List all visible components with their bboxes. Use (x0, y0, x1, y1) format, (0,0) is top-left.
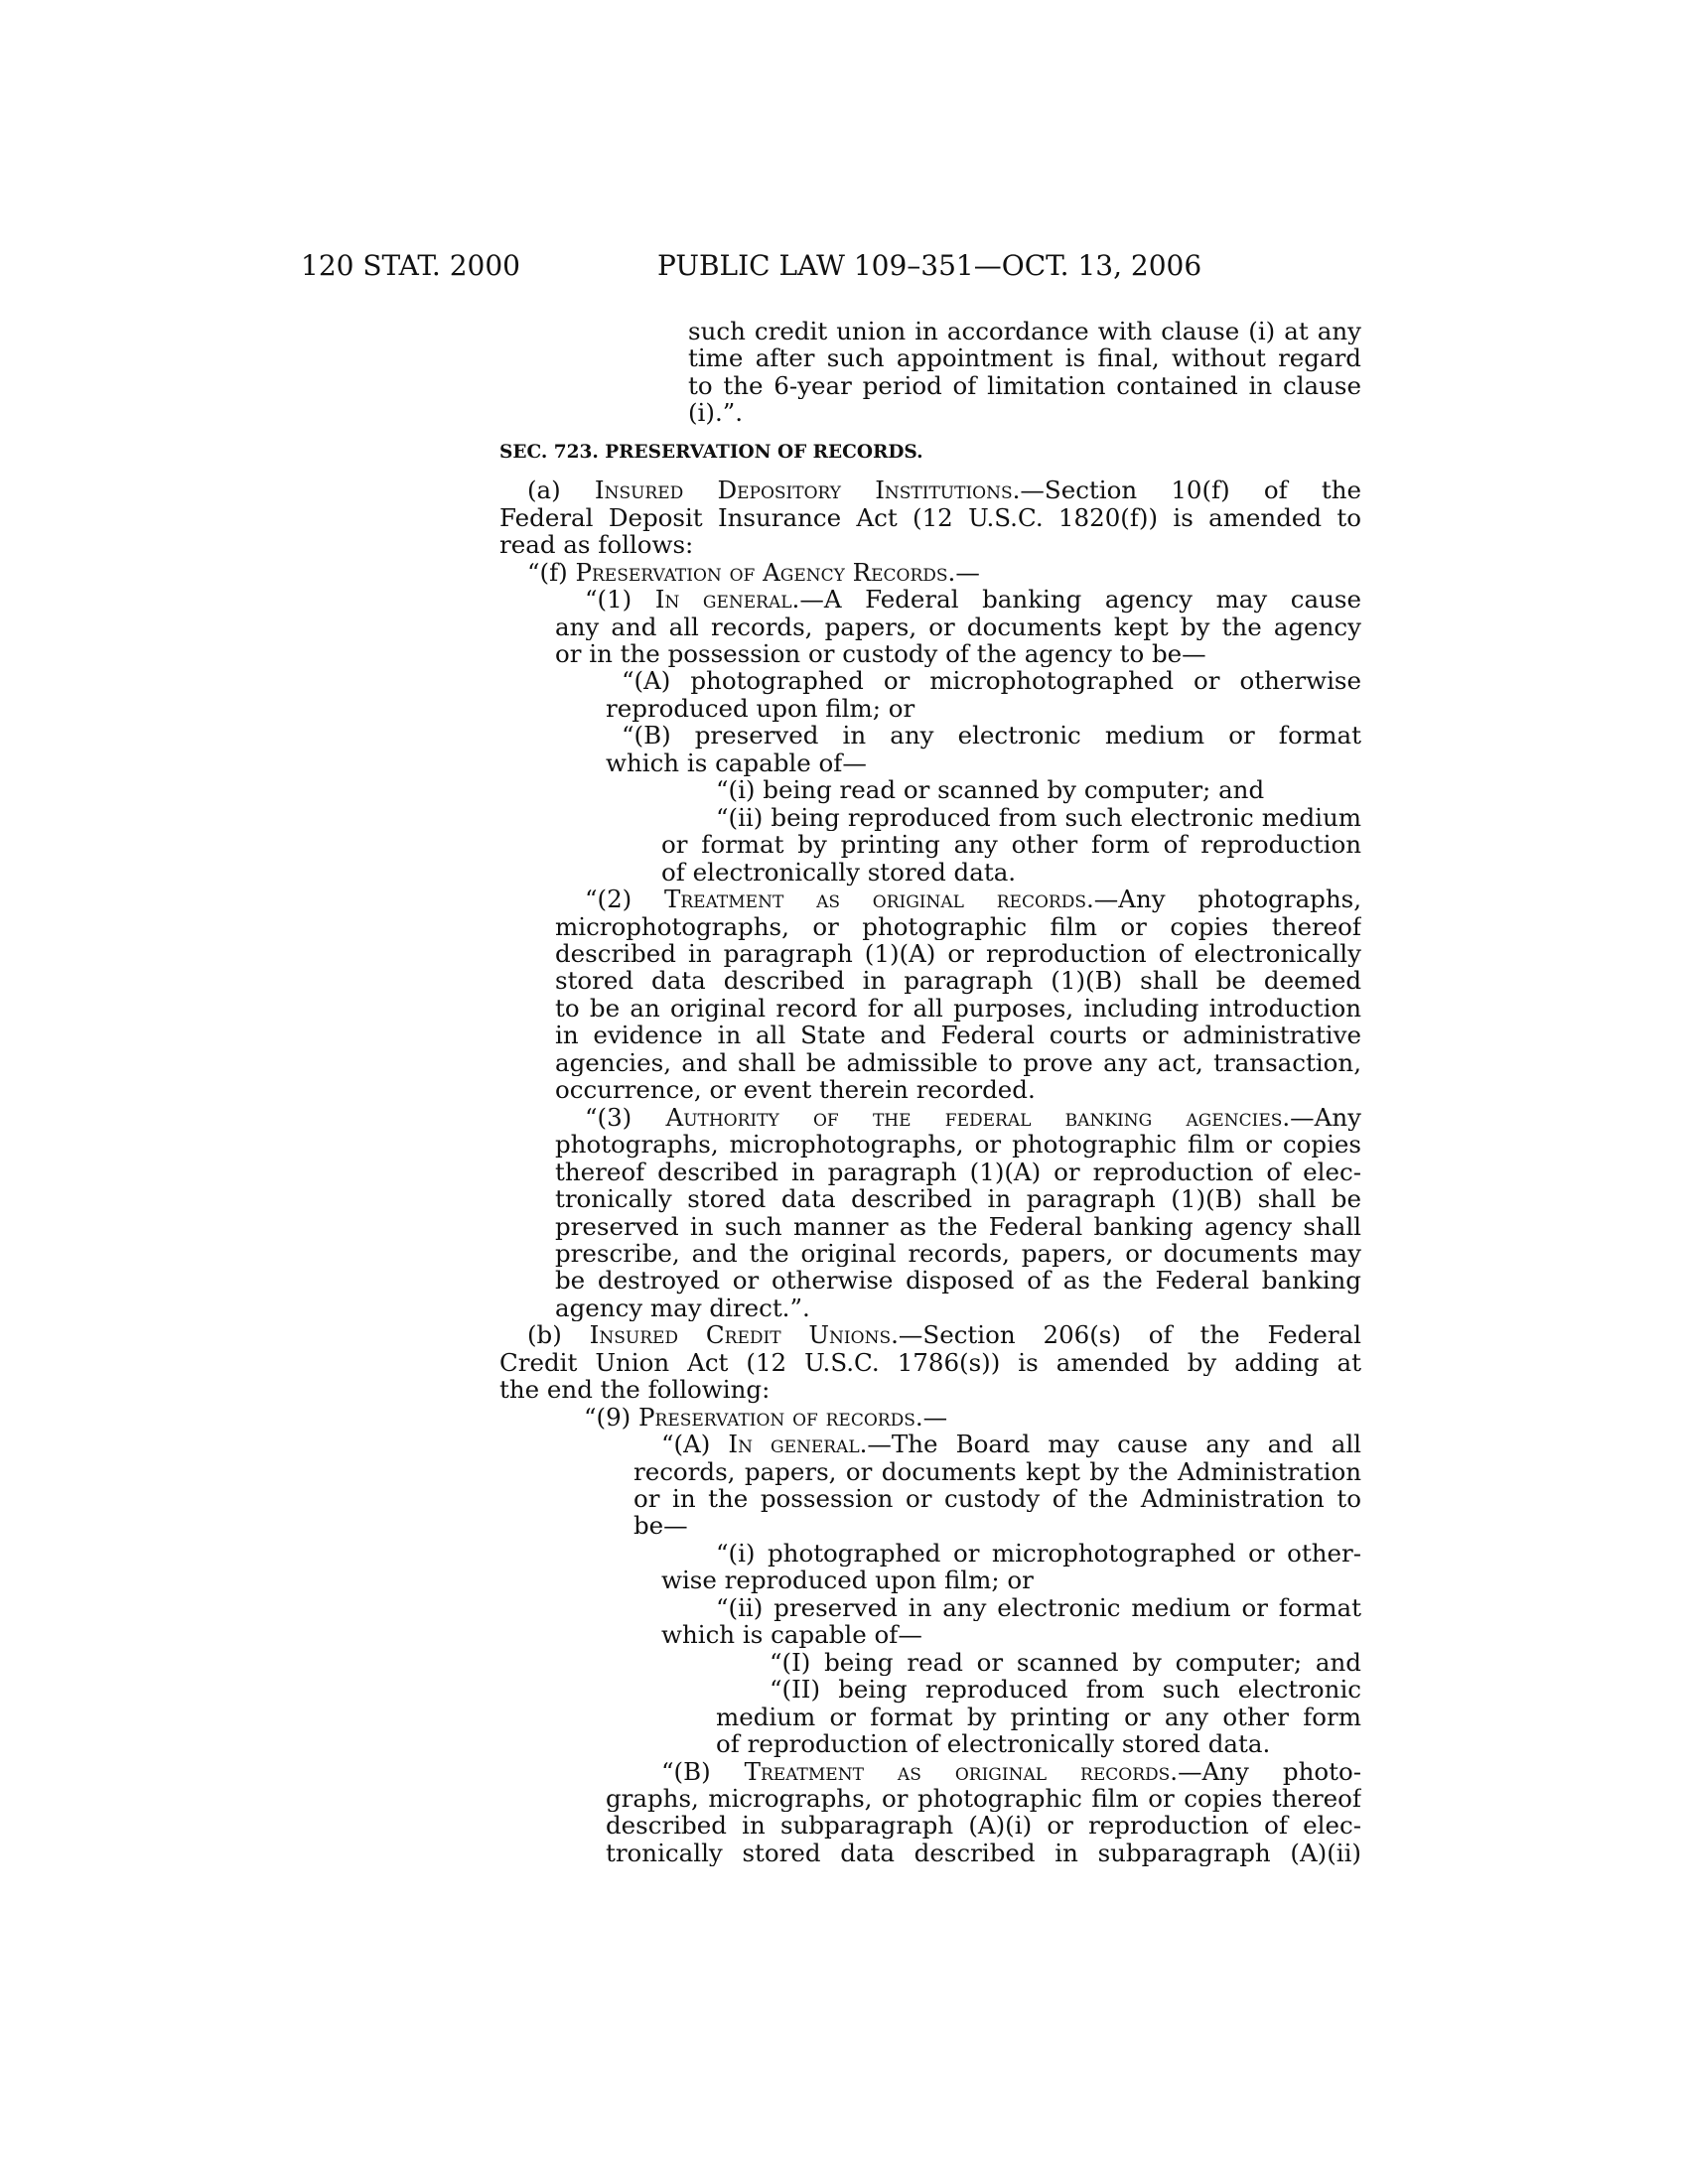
paragraph-caption: Preservation of Agency Records. (575, 558, 956, 587)
body-text (499, 318, 1361, 1866)
paragraph-caption: In general. (728, 1431, 868, 1458)
text-line: “(3) Authority of the federal banking agencies.—Any (585, 1103, 1361, 1132)
text-line: the end the following: (499, 1376, 771, 1404)
text-line: prescribe, and the original records, papers, or documents may (555, 1239, 1361, 1268)
text-line: any and all records, papers, or documents kept by the agency (555, 613, 1361, 640)
text-line: or format by printing any other form of reproduction (661, 831, 1361, 859)
text-line: time after such appointment is final, without regard (688, 344, 1361, 372)
text-line: records, papers, or documents kept by the Administration (633, 1457, 1361, 1486)
text-line: Federal Deposit Insurance Act (12 U.S.C. 1820(f)) is amended to (499, 503, 1361, 532)
text-line: “(A) photographed or microphotographed or otherwise (622, 667, 1361, 695)
text-line: microphotographs, or photographic film or copies thereof (555, 912, 1361, 940)
text-line: described in paragraph (1)(A) or reproduction of electronically (555, 939, 1361, 968)
text-line: thereof described in paragraph (1)(A) or reproduction of elec- (555, 1158, 1361, 1186)
text-line: (b) Insured Credit Unions.—Section 206(s) of the Federal (527, 1321, 1361, 1349)
text-line: to the 6-year period of limitation contained in clause (688, 371, 1361, 400)
text-line: “(f) Preservation of Agency Records.— (527, 558, 980, 587)
paragraph-caption: Treatment as original records. (664, 886, 1094, 913)
paragraph-caption: Treatment as original records. (744, 1757, 1179, 1786)
public-law-title: PUBLIC LAW 109–351—OCT. 13, 2006 (657, 249, 1202, 282)
text-line: or in the possession or custody of the Administration to (633, 1485, 1361, 1513)
text-line: graphs, micrographs, or photographic film or copies thereof (606, 1785, 1361, 1813)
section-heading: SEC. 723. PRESERVATION OF RECORDS. (499, 441, 923, 463)
paragraph-caption: Authority of the federal banking agencies. (665, 1103, 1291, 1132)
text-line: which is capable of— (606, 749, 867, 777)
text-line: read as follows: (499, 531, 694, 559)
paragraph-caption: In general. (654, 586, 800, 614)
text-line: of reproduction of electronically stored data. (716, 1730, 1271, 1758)
text-line: photographs, microphotographs, or photographic film or copies (555, 1131, 1361, 1159)
text-line: “(I) being read or scanned by computer; and (770, 1648, 1361, 1677)
text-line: which is capable of— (661, 1621, 922, 1649)
text-line: tronically stored data described in subparagraph (A)(ii) (606, 1839, 1361, 1867)
statute-page-reference: 120 STAT. 2000 (301, 249, 520, 282)
text-line: agencies, and shall be admissible to prove any act, transaction, (555, 1048, 1361, 1077)
text-line: in evidence in all State and Federal courts or administrative (555, 1022, 1361, 1049)
text-line: be destroyed or otherwise disposed of as the Federal banking (555, 1267, 1361, 1295)
text-line: (a) Insured Depository Institutions.—Section 10(f) of the (527, 477, 1361, 504)
text-line: stored data described in paragraph (1)(B) shall be deemed (555, 967, 1361, 995)
text-line: medium or format by printing or any other form (716, 1703, 1361, 1731)
text-line: “(II) being reproduced from such electronic (770, 1676, 1361, 1704)
text-line: agency may direct.”. (555, 1294, 810, 1322)
text-line: or in the possession or custody of the agency to be— (555, 639, 1206, 668)
text-line: preserved in such manner as the Federal banking agency shall (555, 1212, 1361, 1240)
text-line: “(9) Preservation of records.— (584, 1403, 948, 1432)
paragraph-caption: Preservation of records. (638, 1403, 923, 1432)
text-line: Credit Union Act (12 U.S.C. 1786(s)) is amended by adding at (499, 1348, 1361, 1377)
text-line: “(B) preserved in any electronic medium or format (622, 722, 1361, 750)
text-line: tronically stored data described in paragraph (1)(B) shall be (555, 1185, 1361, 1213)
text-line: “(ii) being reproduced from such electronic medium (716, 803, 1361, 832)
text-line: “(2) Treatment as original records.—Any photographs, (585, 886, 1361, 913)
paragraph-caption: Insured Credit Unions. (589, 1321, 899, 1349)
text-line: “(A) In general.—The Board may cause any and all (661, 1431, 1361, 1458)
text-line: “(i) being read or scanned by computer; and (716, 776, 1265, 804)
text-line: be— (633, 1512, 688, 1540)
text-line: “(ii) preserved in any electronic medium or format (716, 1593, 1361, 1622)
text-line: reproduced upon film; or (606, 694, 915, 723)
text-line: of electronically stored data. (661, 858, 1017, 887)
text-line: described in subparagraph (A)(i) or reproduction of elec- (606, 1812, 1361, 1840)
text-line: (i).”. (688, 399, 744, 427)
text-line: occurrence, or event therein recorded. (555, 1076, 1036, 1104)
running-head (0, 248, 1688, 288)
text-line: wise reproduced upon film; or (661, 1567, 1034, 1594)
text-line: to be an original record for all purposes, including introduction (555, 994, 1361, 1023)
text-line: “(1) In general.—A Federal banking agency may cause (585, 586, 1361, 614)
paragraph-caption: Insured Depository Institutions. (594, 477, 1021, 504)
text-line: such credit union in accordance with clause (i) at any (688, 318, 1361, 345)
text-line: “(B) Treatment as original records.—Any photo- (661, 1757, 1361, 1786)
text-line: “(i) photographed or microphotographed or other- (716, 1539, 1361, 1568)
